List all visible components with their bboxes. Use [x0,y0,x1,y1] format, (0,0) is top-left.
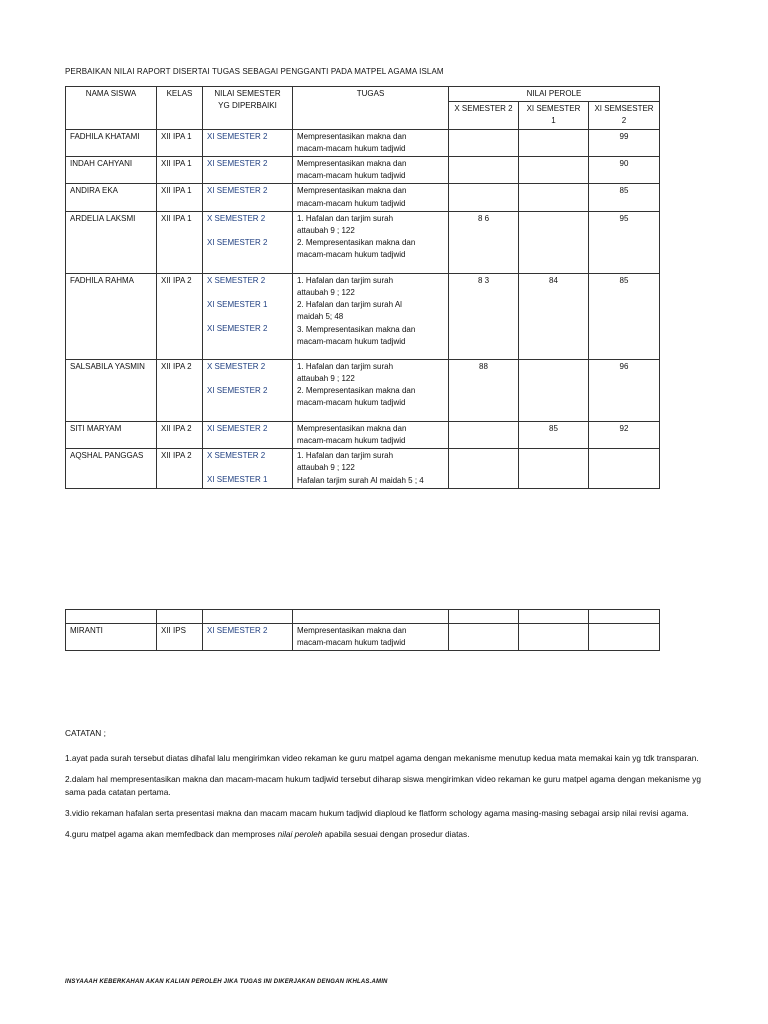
grades-table [65,86,660,489]
extra-table [65,609,660,651]
table-row [66,273,660,359]
semester-entry: XI SEMESTER 2 [207,131,268,141]
cell-tugas [293,421,449,448]
table-row [66,421,660,448]
cell-tugas [293,184,449,211]
empty-row [66,610,660,624]
cell-xi-sem1 [519,211,589,273]
notes-heading: CATATAN ; [65,728,106,738]
tugas-line: macam-macam hukum tadjwid [297,638,406,648]
empty-cell [519,610,589,624]
cell-xi-sem1: 85 [519,421,589,448]
semester-entry: XI SEMESTER 2 [207,159,268,169]
semester-entry: X SEMESTER 2 [207,275,266,285]
cell-x-sem2 [449,449,519,489]
note-item-3: 3.vidio rekaman hafalan serta presentasi makna dan macam macam hukum tadjwid diaploud ke flatform schology agama masing-masing sebagai arsip nilai revisi agama. [65,808,689,818]
tugas-line: macam-macam hukum tadjwid [297,436,406,446]
header-xi-sem1 [519,102,589,129]
tugas-line: 1. Hafalan dan tarjim surah [297,361,394,371]
cell-nama: SITI MARYAM [66,421,157,448]
tugas-line: 1. Hafalan dan tarjim surah [297,275,394,285]
cell-tugas [293,129,449,156]
cell-xi-sem2: 92 [589,421,660,448]
cell-nama: INDAH CAHYANI [66,157,157,184]
cell-tugas [293,157,449,184]
note-item-4-post: apabila sesuai dengan prosedur diatas. [322,829,470,839]
document-title: PERBAIKAN NILAI RAPORT DISERTAI TUGAS SEBAGAI PENGGANTI PADA MATPEL AGAMA ISLAM [65,67,444,76]
cell-tugas [293,273,449,359]
tugas-line: Mempresentasikan makna dan [297,131,407,141]
cell-nama: FADHILA KHATAMI [66,129,157,156]
tugas-line: maidah 5; 48 [297,312,344,322]
tugas-line: 2. Mempresentasikan makna dan [297,238,416,248]
tugas-line: macam-macam hukum tadjwid [297,398,406,408]
table-row [66,184,660,211]
cell-kelas: XII IPA 2 [157,273,203,359]
empty-cell [449,610,519,624]
tugas-line: macam-macam hukum tadjwid [297,198,406,208]
cell-semester [203,273,293,359]
note-item-2: 2.dalam hal mempresentasikan makna dan macam-macam hukum tadjwid tersebut diharap siswa mengirimkan video rekaman ke guru matpel agama dengan mekanisme yg sama pada catatan pertama. [65,774,701,797]
cell-kelas: XII IPA 1 [157,157,203,184]
cell-kelas: XII IPA 1 [157,184,203,211]
semester-entry: XI SEMESTER 2 [207,386,268,396]
cell-nama: ANDIRA EKA [66,184,157,211]
cell-semester [203,157,293,184]
cell-xi-sem1 [519,157,589,184]
cell-xi-sem2: 96 [589,359,660,421]
cell-semester [203,449,293,489]
tugas-line: macam-macam hukum tadjwid [297,250,406,260]
table-row [66,157,660,184]
empty-cell [157,610,203,624]
note-item-4-pre: 4.guru matpel agama akan memfedback dan memproses [65,829,278,839]
header-row-1 [66,87,660,102]
cell-nama: SALSABILA YASMIN [66,359,157,421]
header-xi-sem1-line1: XI SEMESTER [526,104,581,114]
tugas-line: 1. Hafalan dan tarjim surah [297,451,394,461]
cell-tugas [293,359,449,421]
semester-entry: X SEMESTER 2 [207,213,266,223]
cell-kelas: XII IPA 1 [157,129,203,156]
semester-entry: XI SEMESTER 1 [207,475,268,485]
cell-x-sem2 [449,157,519,184]
cell-xi-sem1 [519,184,589,211]
note-item-1: 1.ayat pada surah tersebut diatas dihafal lalu mengirimkan video rekaman ke guru matpel agama dengan mekanisme menutup kedua mata memakai kain yg tdk transparan. [65,753,699,763]
semester-entry: XI SEMESTER 2 [207,238,268,248]
empty-cell [589,610,660,624]
cell-kelas: XII IPA 2 [157,421,203,448]
header-xi-sem2-line1: XI SEMSESTER [594,104,654,114]
tugas-line: Mempresentasikan makna dan [297,423,407,433]
tugas-line: macam-macam hukum tadjwid [297,143,406,153]
tugas-line: Hafalan tarjim surah Al maidah 5 ; 4 [297,475,424,485]
tugas-line: Mempresentasikan makna dan [297,626,407,635]
cell-xi-sem2: 85 [589,184,660,211]
cell-xi-sem2: 99 [589,129,660,156]
header-xi-sem2 [589,102,660,129]
cell-xi-sem1: 84 [519,273,589,359]
cell-xi-sem1 [519,449,589,489]
table-row [66,359,660,421]
header-x-sem2: X SEMESTER 2 [449,102,519,129]
note-item-4 [65,828,715,841]
cell-nama: ARDELIA LAKSMI [66,211,157,273]
cell-semester [203,421,293,448]
cell-x-sem2 [449,129,519,156]
cell-x-sem2 [449,421,519,448]
cell-x-sem2: 8 3 [449,273,519,359]
cell-xi-sem1 [519,359,589,421]
tugas-line: macam-macam hukum tadjwid [297,336,406,346]
tugas-line: attaubah 9 ; 122 [297,463,355,473]
tugas-line: Mempresentasikan makna dan [297,186,407,196]
tugas-line: 2. Mempresentasikan makna dan [297,386,416,396]
tugas-line: attaubah 9 ; 122 [297,374,355,384]
semester-entry: XI SEMESTER 2 [207,186,268,196]
cell-nama: MIRANTI [66,624,157,651]
cell-tugas [293,449,449,489]
tugas-line: attaubah 9 ; 122 [297,288,355,298]
header-nilai-perole: NILAI PEROLE [449,87,660,102]
cell-kelas: XII IPS [157,624,203,651]
tugas-line: 1. Hafalan dan tarjim surah [297,213,394,223]
header-nilai-semester [203,87,293,130]
cell-semester [203,129,293,156]
table-row [66,129,660,156]
semester-entry: X SEMESTER 2 [207,361,266,371]
semester-entry: XI SEMESTER 1 [207,300,268,310]
cell-nama: FADHILA RAHMA [66,273,157,359]
cell-xi-sem2 [589,624,660,651]
semester-entry: XI SEMESTER 2 [207,324,268,334]
header-nilai-semester-line1: NILAI SEMESTER [214,89,281,98]
footer-note: INSYAAAH KEBERKAHAN AKAN KALIAN PEROLEH JIKA TUGAS INI DIKERJAKAN DENGAN IKHLAS.AMIN [65,979,388,985]
cell-x-sem2 [449,184,519,211]
cell-xi-sem2: 90 [589,157,660,184]
cell-xi-sem1 [519,129,589,156]
cell-x-sem2: 8 6 [449,211,519,273]
cell-semester [203,184,293,211]
cell-xi-sem2: 85 [589,273,660,359]
note-item-4-emphasis: nilai peroleh [277,829,323,839]
cell-kelas: XII IPA 1 [157,211,203,273]
cell-semester: XI SEMESTER 2 [203,624,293,651]
cell-x-sem2: 88 [449,359,519,421]
cell-tugas [293,211,449,273]
table-row [66,449,660,489]
header-xi-sem2-line2: 2 [621,116,627,126]
tugas-line: attaubah 9 ; 122 [297,226,355,236]
tugas-line: 2. Hafalan dan tarjim surah Al [297,300,402,310]
tugas-line: 3. Mempresentasikan makna dan [297,324,416,334]
cell-x-sem2 [449,624,519,651]
cell-semester [203,359,293,421]
cell-nama: AQSHAL PANGGAS [66,449,157,489]
cell-xi-sem1 [519,624,589,651]
header-tugas: TUGAS [293,87,449,130]
cell-xi-sem2 [589,449,660,489]
semester-entry: XI SEMESTER 2 [207,423,268,433]
cell-semester [203,211,293,273]
semester-entry: X SEMESTER 2 [207,451,266,461]
table-row [66,211,660,273]
empty-cell [293,610,449,624]
header-xi-sem1-line2: 1 [551,116,556,126]
header-kelas: KELAS [157,87,203,130]
header-nama: NAMA SISWA [66,87,157,130]
table-row [66,624,660,651]
tugas-line: macam-macam hukum tadjwid [297,171,406,181]
empty-cell [203,610,293,624]
tugas-line: Mempresentasikan makna dan [297,159,407,169]
cell-xi-sem2: 95 [589,211,660,273]
cell-kelas: XII IPA 2 [157,449,203,489]
empty-cell [66,610,157,624]
notes-section [65,727,715,849]
header-nilai-semester-line2: YG DIPERBAIKI [218,101,277,111]
cell-kelas: XII IPA 2 [157,359,203,421]
cell-tugas [293,624,449,651]
